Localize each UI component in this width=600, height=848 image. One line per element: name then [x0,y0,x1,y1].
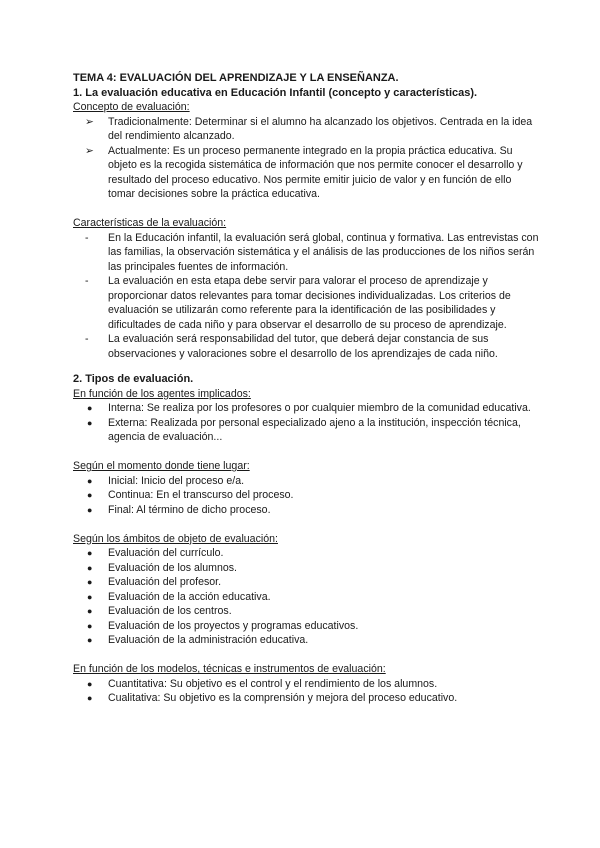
characteristics-item-text: En la Educación infantil, la evaluación será global, continua y formativa. Las entrevistas con las familias, la observación sistemática y el análisis de las producciones de los niños serán las principales fuentes de información. [108,231,539,273]
scopes-item-text: Evaluación del currículo. [108,547,224,559]
models-item [73,677,540,692]
agents-subheading: En función de los agentes implicados: [73,387,251,400]
moment-subheading: Según el momento donde tiene lugar: [73,460,250,472]
moment-list [73,474,540,518]
characteristics-list [73,231,540,362]
scopes-item-text: Evaluación del profesor. [108,576,222,588]
scopes-item [73,561,540,576]
moment-item [73,488,540,503]
concept-subheading: Concepto de evaluación: [73,101,190,113]
dot-bullet-icon: ● [87,678,93,689]
agents-item [73,416,540,445]
agents-list [73,401,540,445]
dot-bullet-icon: ● [87,490,93,500]
arrow-bullet-icon: ➢ [85,115,94,128]
section-2-heading: 2. Tipos de evaluación. [73,373,194,385]
document-title: TEMA 4: EVALUACIÓN DEL APRENDIZAJE Y LA ENSEÑANZA. [73,72,399,84]
arrow-bullet-icon: ➢ [85,144,94,157]
characteristics-item-text: La evaluación será responsabilidad del tutor, que deberá dejar constancia de sus observaciones y valoraciones sobre el desarrollo de los aprendizajes de cada niño. [108,333,498,360]
dot-bullet-icon: ● [87,635,93,645]
characteristics-item [73,231,540,275]
models-list [73,677,540,706]
dot-bullet-icon: ● [87,403,93,413]
scopes-item-text: Evaluación de los proyectos y programas educativos. [108,619,359,632]
dash-bullet-icon: - [85,333,89,345]
moment-item-text: Final: Al término de dicho proceso. [108,503,271,516]
moment-item-text: Continua: En el transcurso del proceso. [108,489,294,501]
scopes-item [73,590,540,605]
scopes-item-text: Evaluación de los alumnos. [108,561,237,574]
dot-bullet-icon: ● [87,475,93,486]
concept-item-text: Actualmente: Es un proceso permanente integrado en la propia práctica educativa. Su objeto es la recogida sistemática de información que nos permite conocer el desarrollo y resultado del proceso educativo. Nos permite emitir juicio de valor y en función de ello tomar decisiones sobre la práctica educativa. [108,144,523,200]
scopes-item [73,604,540,619]
scopes-item [73,619,540,634]
scopes-item [73,575,540,590]
dash-bullet-icon: - [85,275,89,287]
dot-bullet-icon: ● [87,548,93,558]
scopes-item-text: Evaluación de los centros. [108,605,232,617]
moment-item [73,474,540,489]
agents-item-text: Interna: Se realiza por los profesores o por cualquier miembro de la comunidad educativa. [108,402,531,414]
scopes-item-text: Evaluación de la acción educativa. [108,590,271,603]
dash-bullet-icon: - [85,231,89,244]
scopes-item [73,633,540,648]
models-item-text: Cuantitativa: Su objetivo es el control y el rendimiento de los alumnos. [108,677,438,690]
scopes-list [73,546,540,648]
dot-bullet-icon: ● [87,693,93,703]
dot-bullet-icon: ● [87,591,93,602]
dot-bullet-icon: ● [87,577,93,587]
characteristics-item [73,274,540,332]
scopes-subheading: Según los ámbitos de objeto de evaluación: [73,532,278,545]
dot-bullet-icon: ● [87,504,93,515]
dot-bullet-icon: ● [87,606,93,616]
characteristics-subheading: Características de la evaluación: [73,217,227,229]
scopes-item [73,546,540,561]
concept-list [73,115,540,202]
agents-item-text: Externa: Realizada por personal especializado ajeno a la institución, inspección técnica, agencia de evaluación... [108,416,521,443]
dot-bullet-icon: ● [87,620,93,631]
agents-item [73,401,540,416]
section-1-heading: 1. La evaluación educativa en Educación Infantil (concepto y características). [73,86,478,99]
concept-item [73,144,540,202]
dot-bullet-icon: ● [87,562,93,573]
models-item-text: Cualitativa: Su objetivo es la comprensión y mejora del proceso educativo. [108,692,458,704]
models-subheading: En función de los modelos, técnicas e instrumentos de evaluación: [73,663,386,675]
characteristics-item-text: La evaluación en esta etapa debe servir para valorar el proceso de aprendizaje y proporcionar datos relevantes para tomar decisiones individualizadas. Los criterios de evaluación se utilizarán como referente para la identificación de las posibilidades y dificultades de cada niño y para observar el desarrollo de su proceso de aprendizaje. [108,275,511,331]
moment-item-text: Inicial: Inicio del proceso e/a. [108,474,245,487]
moment-item [73,503,540,518]
scopes-item-text: Evaluación de la administración educativa. [108,634,309,646]
dot-bullet-icon: ● [87,417,93,428]
models-item [73,691,540,706]
concept-item-text: Tradicionalmente: Determinar si el alumno ha alcanzado los objetivos. Centrada en la idea del rendimiento alcanzado. [108,115,533,142]
characteristics-item [73,332,540,361]
concept-item [73,115,540,144]
